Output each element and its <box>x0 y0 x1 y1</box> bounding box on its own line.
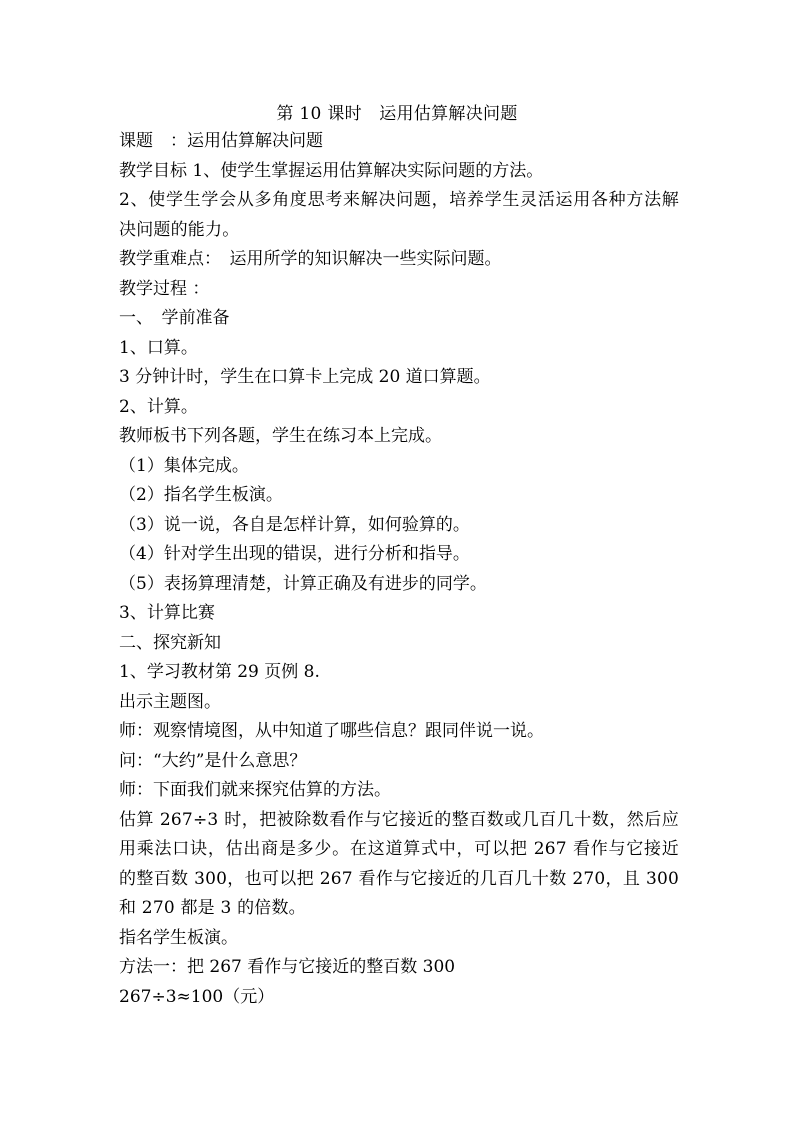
question-line: 问：“大约”是什么意思？ <box>119 750 307 771</box>
method-one-line: 方法一：把 267 看作与它接近的整百数 300 <box>119 957 456 977</box>
section-two-heading: 二、探究新知 <box>119 632 221 653</box>
list-item: （1）集体完成。 <box>119 455 249 476</box>
lesson-title: 第 10 课时 运用估算解决问题 <box>276 104 518 124</box>
teaching-process-heading: 教学过程 ： <box>119 278 210 299</box>
lesson-body <box>119 127 679 1012</box>
oral-calc-text: 3 分钟计时，学生在口算卡上完成 20 道口算题。 <box>119 367 491 387</box>
example-heading: 1、学习教材第 29 页例 8. <box>119 662 320 682</box>
calc-text: 教师板书下列各题，学生在练习本上完成。 <box>119 426 442 446</box>
key-difficulty-line: 教学重难点： 运用所学的知识解决一些实际问题。 <box>119 249 502 269</box>
calc-heading: 2、计算。 <box>119 396 198 417</box>
calc-contest-heading: 3、计算比赛 <box>119 603 215 623</box>
board-demo-line: 指名学生板演。 <box>119 927 238 948</box>
list-item: （3）说一说，各自是怎样计算，如何验算的。 <box>119 514 470 535</box>
teaching-goal-2-paragraph: 2、使学生学会从多角度思考来解决问题，培养学生灵活运用各种方法解决问题的能力。 <box>119 190 679 240</box>
oral-calc-heading: 1、口算。 <box>119 337 198 358</box>
lesson-topic-line: 课题 ：运用估算解决问题 <box>119 131 323 151</box>
estimation-paragraph: 估算 267÷3 时，把被除数看作与它接近的整百数或几百几十数，然后应用乘法口诀，估出商是多少。在这道算式中，可以把 267 看作与它接近的整百数 300，也可以把 267 看作与它接近的几百几十数 270，且 300 和 270 都是 3 的倍数。 <box>119 809 679 918</box>
show-picture-line: 出示主题图。 <box>119 691 221 712</box>
section-one-heading: 一、 学前准备 <box>119 308 230 328</box>
teaching-goal-line: 教学目标 1、使学生掌握运用估算解决实际问题的方法。 <box>119 160 544 181</box>
list-item: （5）表扬算理清楚，计算正确及有进步的同学。 <box>119 573 487 594</box>
list-item: （2）指名学生板演。 <box>119 485 283 505</box>
equation-line: 267÷3≈100（元） <box>119 986 275 1007</box>
teacher-line: 师：下面我们就来探究估算的方法。 <box>119 780 391 800</box>
list-item: （4）针对学生出现的错误，进行分析和指导。 <box>119 544 470 564</box>
teacher-line: 师：观察情境图，从中知道了哪些信息？跟同伴说一说。 <box>119 721 544 741</box>
